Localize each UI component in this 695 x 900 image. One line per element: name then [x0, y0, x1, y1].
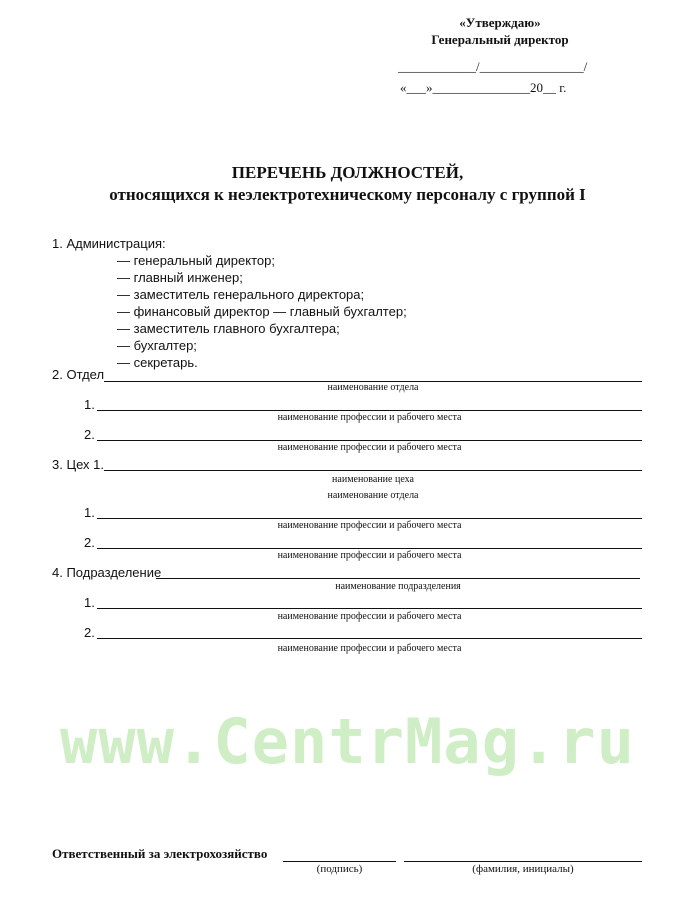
admin-item: — заместитель генерального директора;	[117, 287, 365, 302]
workshop-row2-number: 2.	[84, 535, 95, 550]
subdivision-row2-field[interactable]	[97, 638, 642, 639]
workshop-label: 3. Цех 1.	[52, 457, 104, 472]
subdivision-row2-number: 2.	[84, 625, 95, 640]
admin-item: — секретарь.	[117, 355, 198, 370]
admin-item: — главный инженер;	[117, 270, 243, 285]
subdivision-row1-number: 1.	[84, 595, 95, 610]
approval-signature-line: ____________/________________/	[398, 59, 588, 74]
department-row2-number: 2.	[84, 427, 95, 442]
subdivision-row1-caption: наименование профессии и рабочего места	[277, 611, 462, 622]
workshop-department-caption: наименование отдела	[327, 490, 419, 501]
approval-position: Генеральный директор	[431, 32, 569, 47]
footer-signature-caption: (подпись)	[316, 863, 363, 875]
department-caption: наименование отдела	[327, 382, 419, 393]
subdivision-caption: наименование подразделения	[335, 581, 461, 592]
heading-line2: относящихся к неэлектротехническому персоналу с группой I	[109, 185, 586, 204]
workshop-row2-field[interactable]	[97, 548, 642, 549]
administration-title: 1. Администрация:	[52, 236, 166, 251]
department-row1-caption: наименование профессии и рабочего места	[277, 412, 462, 423]
approval-date-line: «___»_______________20__ г.	[400, 80, 567, 95]
workshop-row2-caption: наименование профессии и рабочего места	[277, 550, 462, 561]
footer-label: Ответственный за электрохозяйство	[52, 846, 268, 861]
department-label: 2. Отдел	[52, 367, 105, 382]
workshop-row1-number: 1.	[84, 505, 95, 520]
subdivision-label: 4. Подразделение	[52, 565, 162, 580]
admin-item: — заместитель главного бухгалтера;	[117, 321, 340, 336]
workshop-name-field[interactable]	[104, 470, 642, 471]
approval-title: «Утверждаю»	[459, 15, 541, 30]
footer-name-field[interactable]	[404, 861, 642, 862]
admin-item: — бухгалтер;	[117, 338, 197, 353]
admin-item: — генеральный директор;	[117, 253, 275, 268]
department-row1-number: 1.	[84, 397, 95, 412]
department-row1-field[interactable]	[97, 410, 642, 411]
footer-signature-field[interactable]	[283, 861, 396, 862]
department-row2-caption: наименование профессии и рабочего места	[277, 442, 462, 453]
watermark: www.CentrMag.ru	[60, 705, 635, 778]
heading-line1: ПЕРЕЧЕНЬ ДОЛЖНОСТЕЙ,	[231, 163, 464, 182]
admin-item: — финансовый директор — главный бухгалтер;	[117, 304, 407, 319]
workshop-row1-field[interactable]	[97, 518, 642, 519]
subdivision-row1-field[interactable]	[97, 608, 642, 609]
footer-name-caption: (фамилия, инициалы)	[472, 863, 574, 875]
workshop-row1-caption: наименование профессии и рабочего места	[277, 520, 462, 531]
department-row2-field[interactable]	[97, 440, 642, 441]
workshop-caption: наименование цеха	[332, 474, 414, 485]
subdivision-row2-caption: наименование профессии и рабочего места	[277, 643, 462, 654]
subdivision-name-field[interactable]	[156, 578, 640, 579]
